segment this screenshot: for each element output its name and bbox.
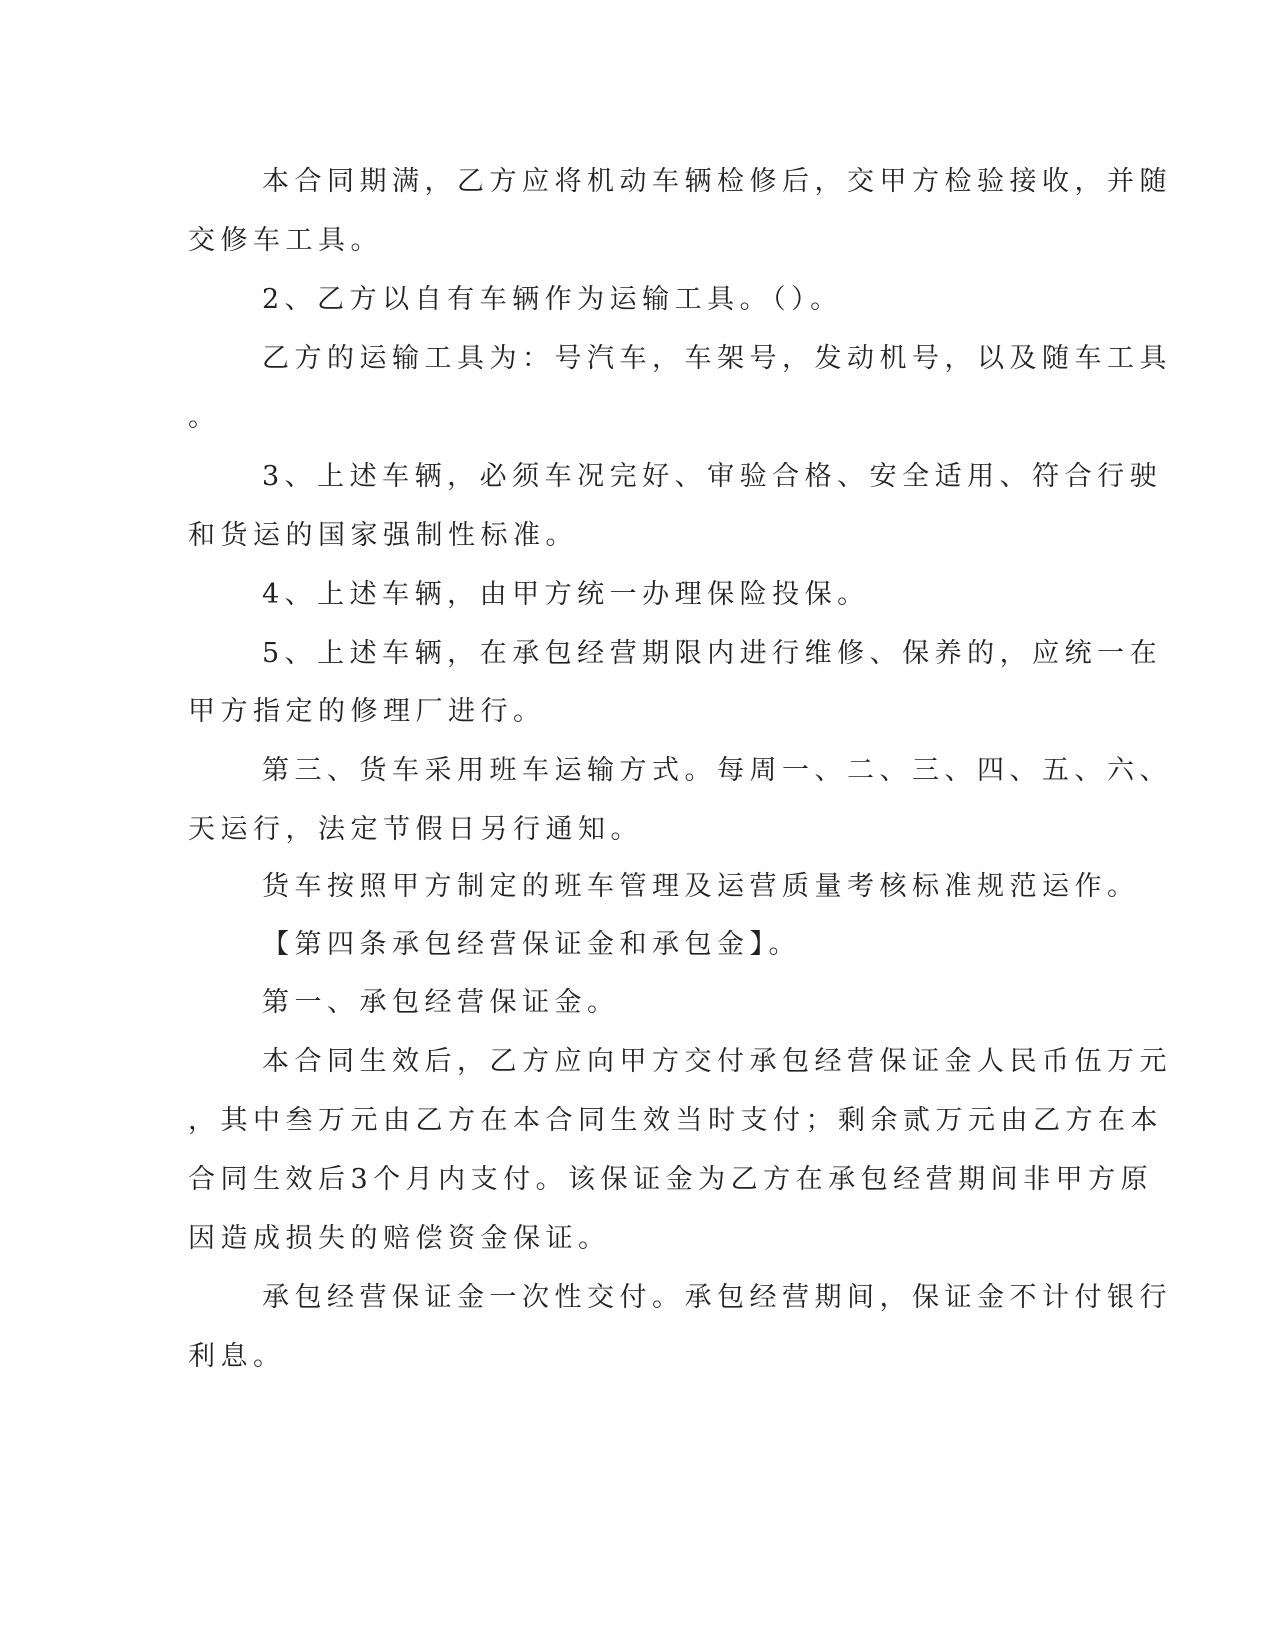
paragraph-line: 乙方的运输工具为：号汽车，车架号，发动机号，以及随车工具 [262, 343, 1172, 374]
paragraph-line: 。 [188, 402, 221, 433]
paragraph-line: 2、乙方以自有车辆作为运输工具。（）。 [262, 284, 843, 315]
paragraph-line: ，其中叁万元由乙方在本合同生效当时支付；剩余贰万元由乙方在本 [188, 1105, 1163, 1136]
paragraph-line: 第三、货车采用班车运输方式。每周一、二、三、四、五、六、 [262, 755, 1172, 786]
paragraph-line: 甲方指定的修理厂进行。 [188, 696, 546, 727]
section-heading: 【第四条承包经营保证金和承包金】。 [262, 929, 801, 960]
paragraph-line: 和货运的国家强制性标准。 [188, 520, 578, 551]
paragraph-line: 货车按照甲方制定的班车管理及运营质量考核标准规范运作。 [262, 871, 1140, 902]
paragraph-line: 本合同期满，乙方应将机动车辆检修后，交甲方检验接收，并随 [262, 166, 1172, 197]
paragraph-line: 利息。 [188, 1341, 286, 1372]
paragraph-line: 天运行，法定节假日另行通知。 [188, 814, 643, 845]
paragraph-line: 本合同生效后，乙方应向甲方交付承包经营保证金人民币伍万元 [262, 1046, 1172, 1077]
paragraph-line: 第一、承包经营保证金。 [262, 987, 620, 1018]
paragraph-line: 3、上述车辆，必须车况完好、审验合格、安全适用、符合行驶 [262, 461, 1163, 492]
paragraph-line: 因造成损失的赔偿资金保证。 [188, 1223, 611, 1254]
paragraph-line: 5、上述车辆，在承包经营期限内进行维修、保养的，应统一在 [262, 638, 1163, 669]
paragraph-line: 合同生效后3个月内支付。该保证金为乙方在承包经营期间非甲方原 [188, 1164, 1154, 1195]
paragraph-line: 4、上述车辆，由甲方统一办理保险投保。 [262, 579, 870, 610]
paragraph-line: 交修车工具。 [188, 225, 383, 256]
paragraph-line: 承包经营保证金一次性交付。承包经营期间，保证金不计付银行 [262, 1282, 1172, 1313]
